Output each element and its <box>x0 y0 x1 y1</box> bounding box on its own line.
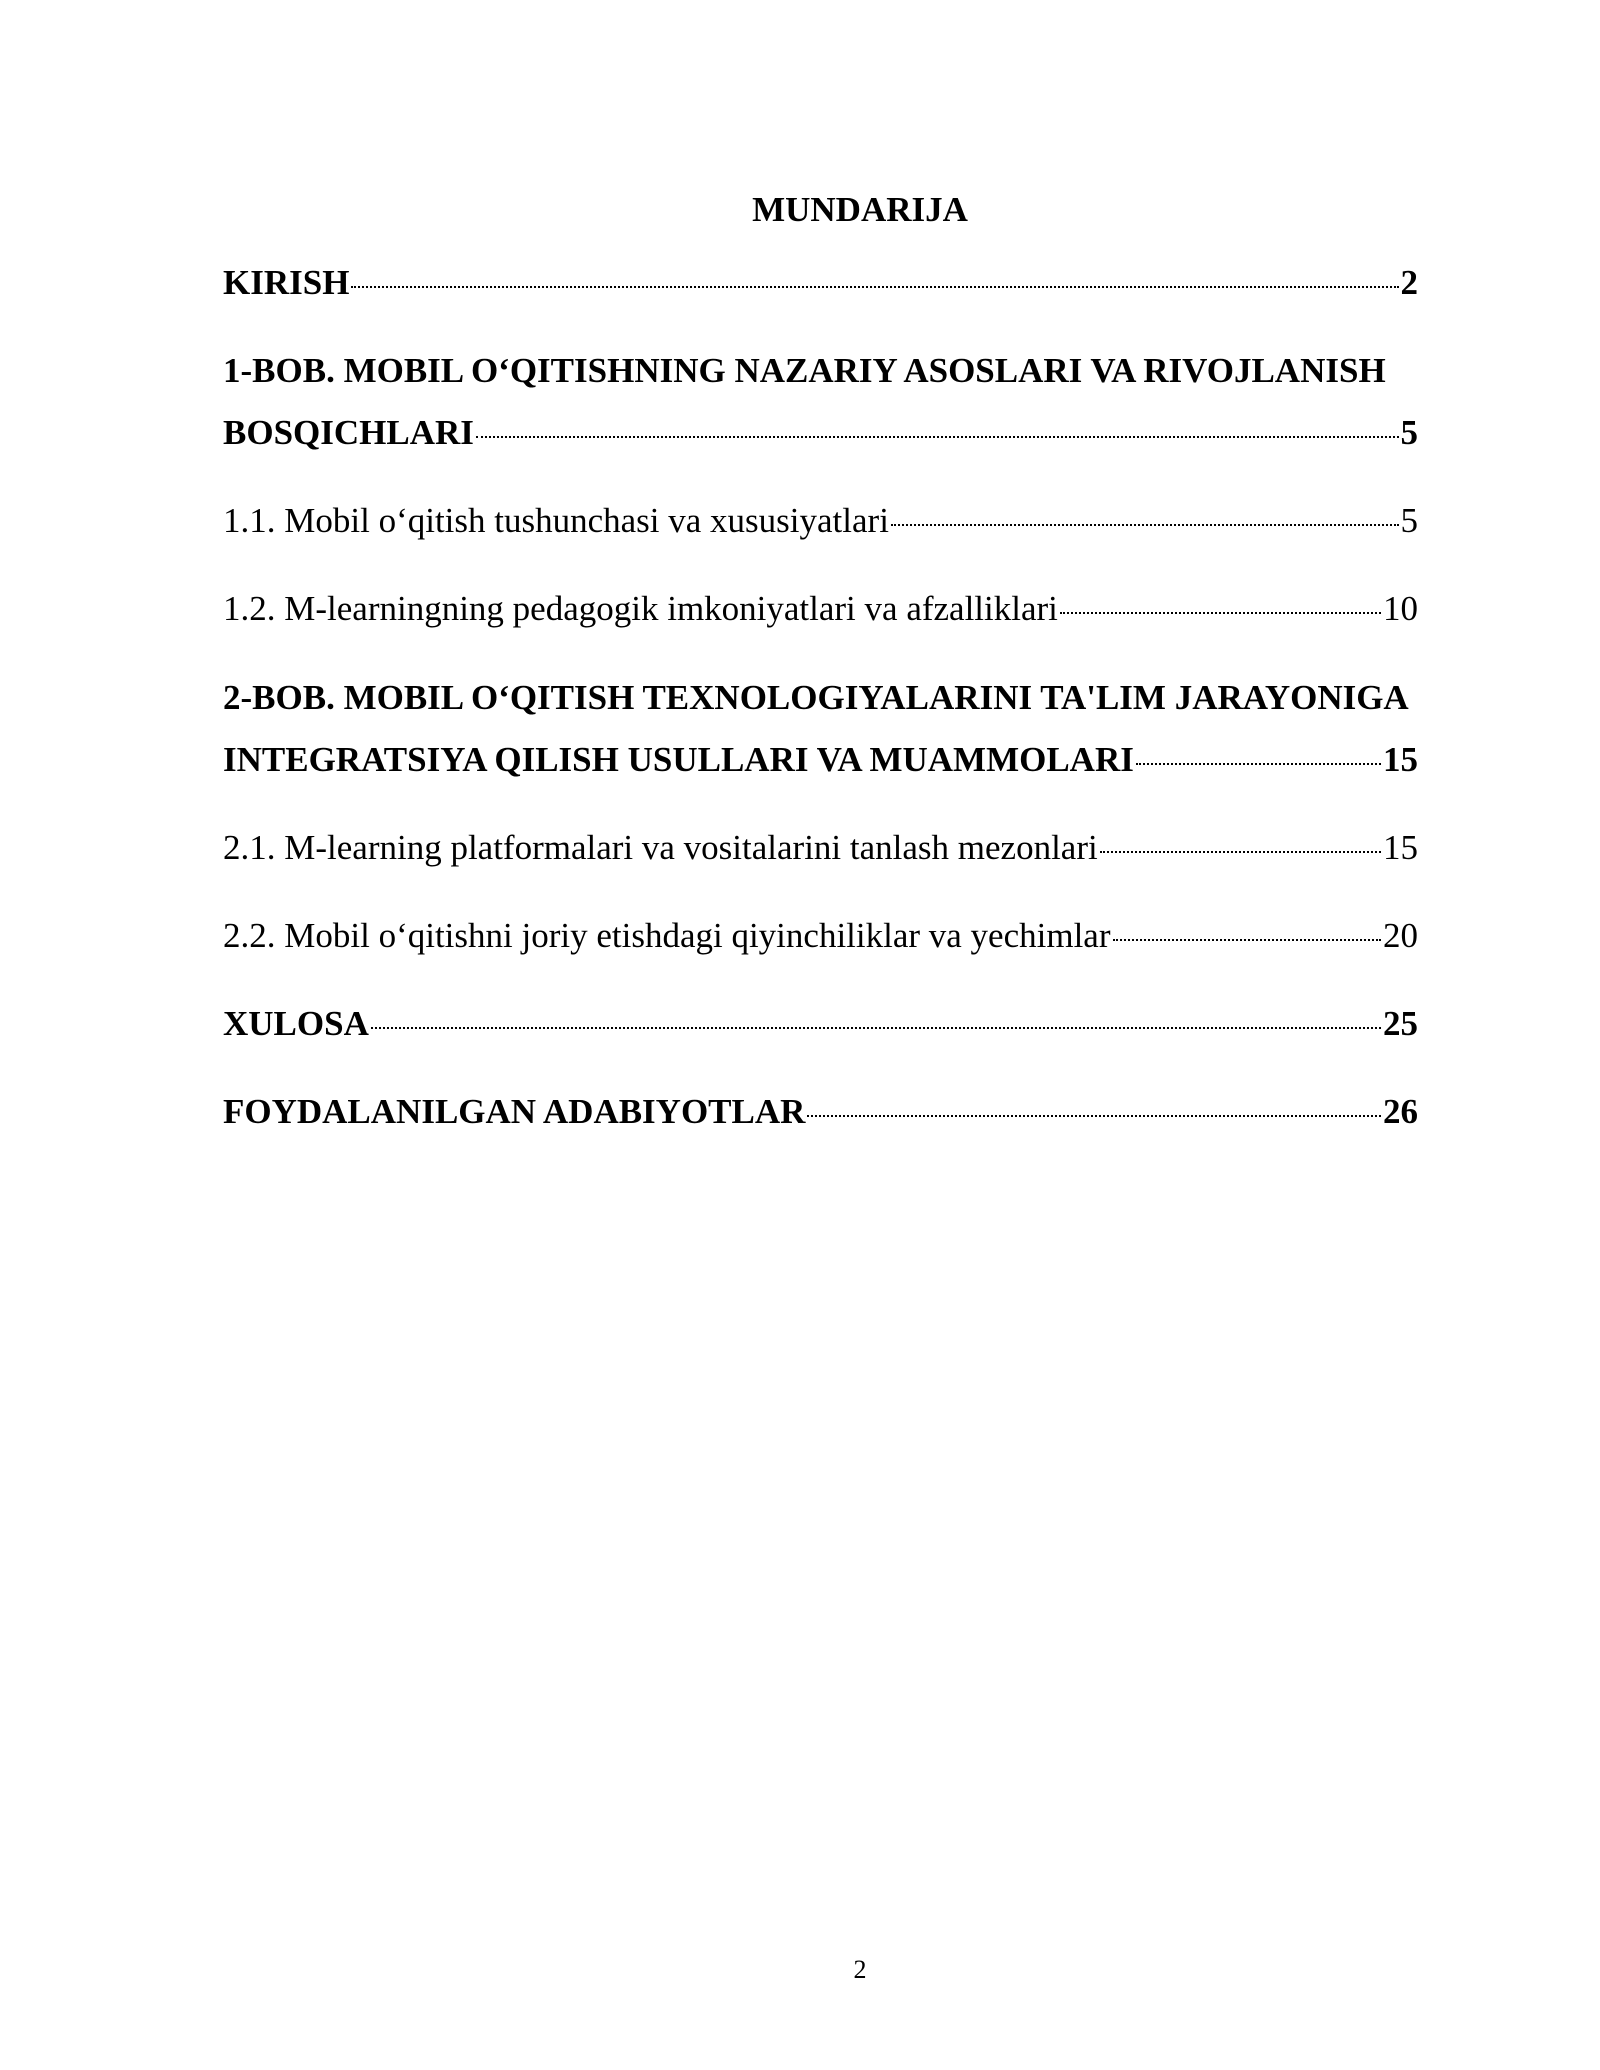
toc-entry-chapter-2[interactable] <box>223 667 1418 791</box>
dot-leader <box>1136 763 1381 765</box>
toc-entry-text: 1.1. Mobil o‘qitish tushunchasi va xususiyatlari <box>223 501 889 540</box>
toc-entry-adabiyotlar[interactable] <box>223 1081 1418 1143</box>
toc-page-number: 20 <box>1383 916 1418 955</box>
toc-entry-text-line1: 2-BOB. MOBIL O‘QITISH TEXNOLOGIYALARINI TA'LIM JARAYONIGA <box>223 678 1409 717</box>
toc-page-number: 5 <box>1400 501 1418 540</box>
toc-entry-section-1-1[interactable] <box>223 490 1418 552</box>
toc-entry-chapter-1[interactable] <box>223 340 1418 464</box>
dot-leader <box>891 524 1399 526</box>
toc-page-number: 26 <box>1383 1092 1418 1131</box>
dot-leader <box>351 286 1398 288</box>
dot-leader <box>371 1027 1381 1029</box>
dot-leader <box>476 436 1399 438</box>
dot-leader <box>1060 612 1381 614</box>
toc-page-number: 25 <box>1383 1004 1418 1043</box>
toc-entry-text: KIRISH <box>223 263 350 302</box>
page-number: 2 <box>853 1955 867 1984</box>
toc-entry-kirish[interactable] <box>223 252 1418 314</box>
toc-page-number: 2 <box>1400 263 1418 302</box>
toc-page-number: 15 <box>1383 828 1418 867</box>
toc-entry-text: XULOSA <box>223 1004 369 1043</box>
toc-entry-text: 2.1. M-learning platformalari va vositalarini tanlash mezonlari <box>223 828 1098 867</box>
toc-entry-text-line2: BOSQICHLARI <box>223 413 474 452</box>
toc-entry-text-line1: 1-BOB. MOBIL O‘QITISHNING NAZARIY ASOSLARI VA RIVOJLANISH <box>223 351 1386 390</box>
toc-entry-text: 2.2. Mobil o‘qitishni joriy etishdagi qiyinchiliklar va yechimlar <box>223 916 1111 955</box>
toc-entry-section-2-2[interactable] <box>223 905 1418 967</box>
toc-entry-section-2-1[interactable] <box>223 817 1418 879</box>
toc-entry-text: 1.2. M-learningning pedagogik imkoniyatlari va afzalliklari <box>223 589 1058 628</box>
toc-page-number: 10 <box>1383 589 1418 628</box>
toc-entry-text-line2: INTEGRATSIYA QILISH USULLARI VA MUAMMOLARI <box>223 740 1134 779</box>
toc-entry-text: FOYDALANILGAN ADABIYOTLAR <box>223 1092 806 1131</box>
dot-leader <box>1100 851 1381 853</box>
toc-entry-section-1-2[interactable] <box>223 578 1418 640</box>
dot-leader <box>1113 939 1382 941</box>
dot-leader <box>807 1115 1381 1117</box>
toc-entry-xulosa[interactable] <box>223 993 1418 1055</box>
toc-page-number: 5 <box>1400 413 1418 452</box>
toc-title: MUNDARIJA <box>752 190 968 229</box>
toc-page-number: 15 <box>1383 740 1418 779</box>
